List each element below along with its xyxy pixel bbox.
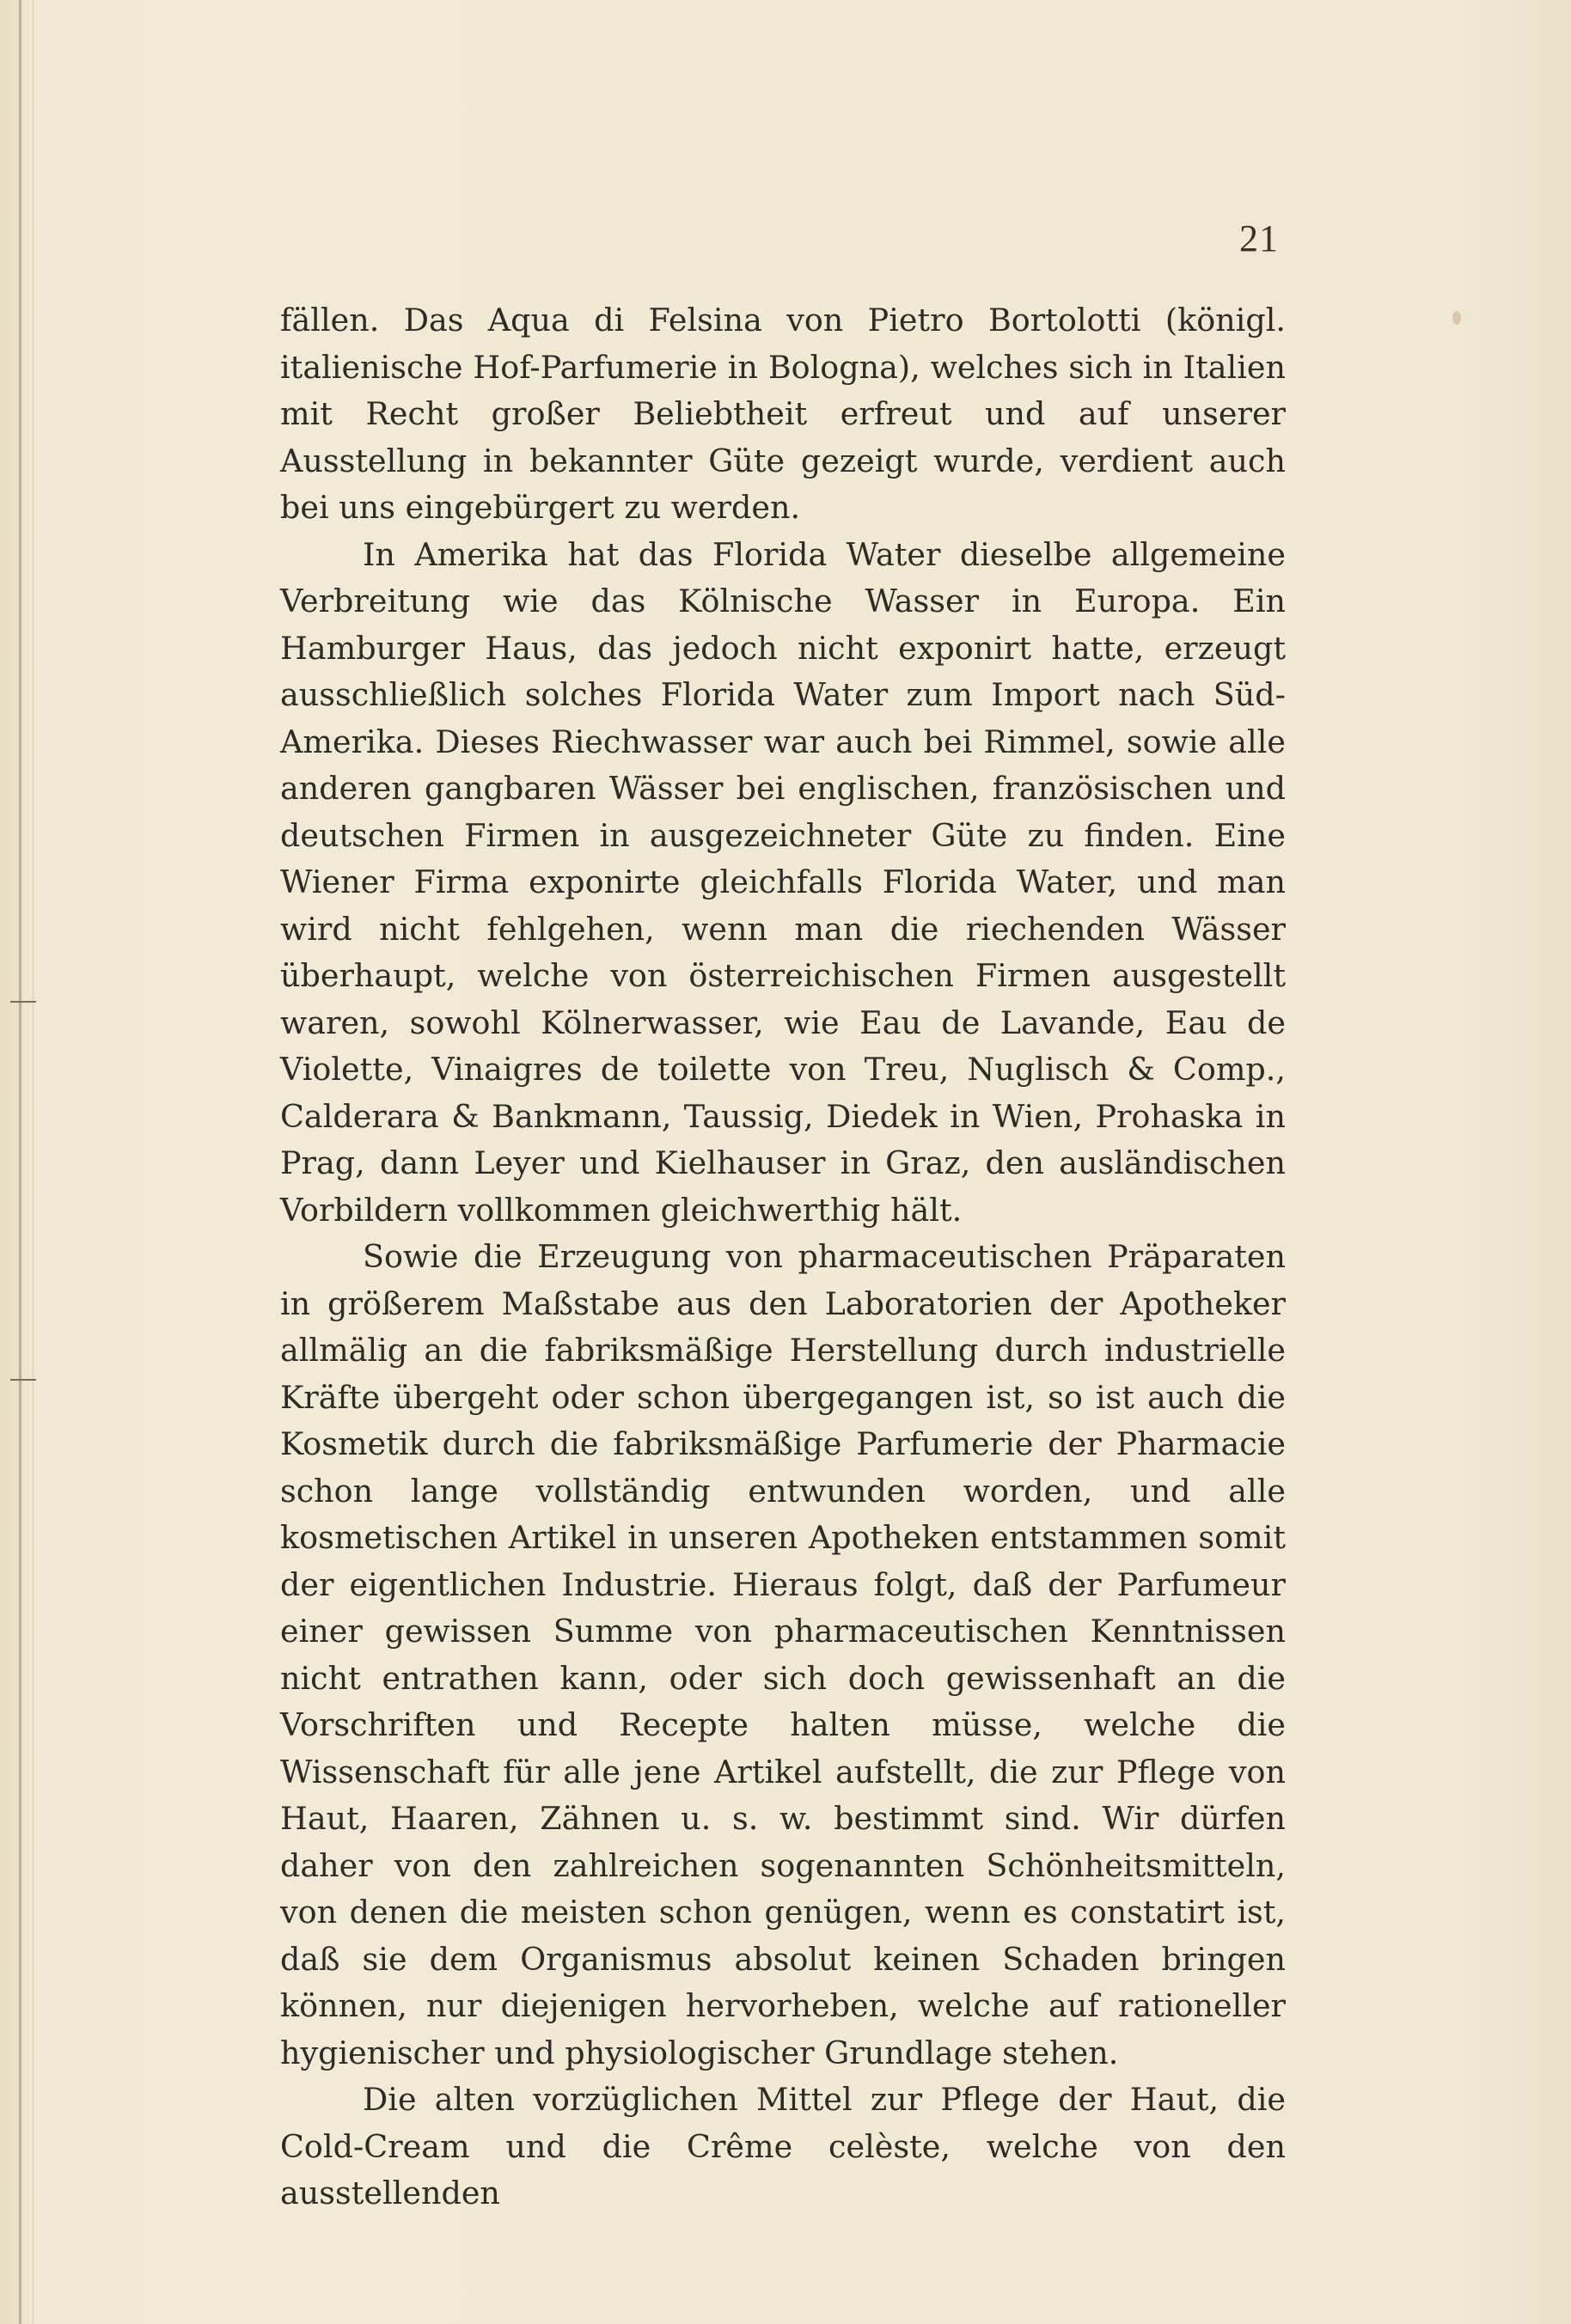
body-text <box>280 297 1286 2217</box>
margin-tick-mark <box>10 1379 36 1381</box>
paper-stain <box>1452 311 1461 325</box>
paragraph: Die alten vorzüglichen Mittel zur Pflege der Haut, die Cold-Cream und die Crême celèste, welche von den ausstellenden <box>280 2081 1286 2211</box>
page-number: 21 <box>1239 217 1279 259</box>
binding-edge <box>19 0 21 2324</box>
paragraph: In Amerika hat das Florida Water dieselbe allgemeine Verbreitung wie das Kölnische Wasser in Europa. Ein Hamburger Haus, das jedoch nicht exponirt hatte, erzeugt ausschließlich solches Florida Water zum Import nach Süd-Amerika. Dieses Riechwasser war auch bei Rimmel, sowie alle anderen gangbaren Wässer bei englischen, französischen und deutschen Firmen in ausgezeichneter Güte zu finden. Eine Wiener Firma exponirte gleichfalls Florida Water, und man wird nicht fehlgehen, wenn man die riechenden Wässer überhaupt, welche von österreichischen Firmen ausgestellt waren, sowohl Kölnerwasser, wie Eau de Lavande, Eau de Violette, Vinaigres de toilette von Treu, Nuglisch & Comp., Calderara & Bankmann, Taussig, Diedek in Wien, Prohaska in Prag, dann Leyer und Kielhauser in Graz, den ausländischen Vorbildern vollkommen gleichwerthig hält. <box>280 535 1286 1229</box>
paragraph: fällen. Das Aqua di Felsina von Pietro Bortolotti (königl. italienische Hof-Parfumerie in Bologna), welches sich in Italien mit Recht großer Beliebtheit erfreut und auf unserer Ausstellung in bekannter Güte gezeigt wurde, verdient auch bei uns eingebürgert zu werden. <box>280 302 1286 526</box>
margin-tick-mark <box>10 1001 36 1003</box>
binding-shadow <box>33 0 34 2324</box>
paragraph: Sowie die Erzeugung von pharmaceutischen Präparaten in größerem Maßstabe aus den Laboratorien der Apotheker allmälig an die fabriksmäßige Herstellung durch industrielle Kräfte übergeht oder schon übergegangen ist, so ist auch die Kosmetik durch die fabriksmäßige Parfumerie der Pharmacie schon lange vollständig entwunden worden, und alle kosmetischen Artikel in unseren Apotheken entstammen somit der eigentlichen Industrie. Hieraus folgt, daß der Parfumeur einer gewissen Summe von pharmaceutischen Kenntnissen nicht entrathen kann, oder sich doch gewissenhaft an die Vorschriften und Recepte halten müsse, welche die Wissenschaft für alle jene Artikel aufstellt, die zur Pflege von Haut, Haaren, Zähnen u. s. w. bestimmt sind. Wir dürfen daher von den zahlreichen sogenannten Schönheitsmitteln, von denen die meisten schon genügen, wenn es constatirt ist, daß sie dem Organismus absolut keinen Schaden bringen können, nur diejenigen hervorheben, welche auf rationeller hygienischer und physiologischer Grundlage stehen. <box>280 1238 1286 2071</box>
